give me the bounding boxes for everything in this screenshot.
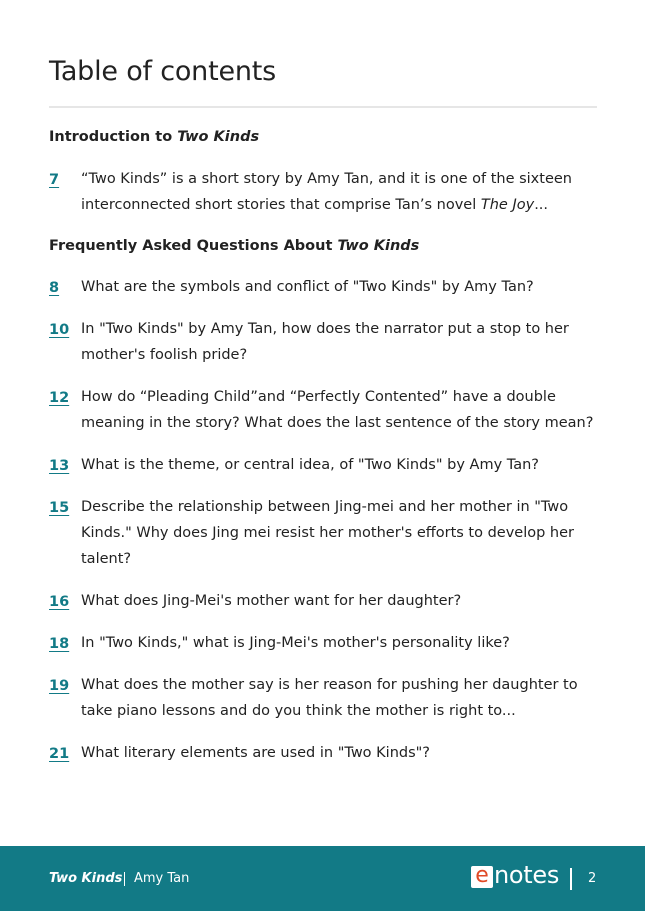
section-heading-prefix: Frequently Asked Questions About: [49, 238, 338, 254]
toc-entry-text: How do “Pleading Child”and “Perfectly Contented” have a double meaning in the story? What does the last sentence of the story mean?: [81, 389, 594, 431]
footer-book-title: Two Kinds: [49, 871, 123, 886]
toc-page-link[interactable]: 18: [49, 636, 70, 652]
toc-entry-text: What literary elements are used in "Two Kinds"?: [81, 745, 431, 761]
toc-entry[interactable]: [49, 172, 609, 218]
toc-entry-text-main: “Two Kinds” is a short story by Amy Tan, and it is one of the sixteen interconnected short stories that comprise Tan’s novel: [81, 171, 572, 213]
logo-e-icon: e: [471, 866, 493, 888]
section-heading-book: Two Kinds: [177, 129, 260, 145]
page-title: Table of contents: [49, 56, 277, 87]
toc-entry-text: Describe the relationship between Jing-mei and her mother in "Two Kinds." Why does Jing mei resist her mother's efforts to develop her talent?: [81, 499, 574, 567]
toc-entry-text: What is the theme, or central idea, of "Two Kinds" by Amy Tan?: [81, 457, 539, 473]
toc-entry-text: In "Two Kinds," what is Jing-Mei's mother's personality like?: [81, 635, 510, 651]
toc-entry-text: In "Two Kinds" by Amy Tan, how does the narrator put a stop to her mother's foolish pride?: [81, 321, 569, 363]
footer-author: Amy Tan: [134, 871, 190, 886]
toc-page-link[interactable]: 10: [49, 322, 70, 338]
logo-wordmark: notes: [494, 861, 560, 889]
toc-page-link[interactable]: 16: [49, 594, 70, 610]
toc-entry-text-italic: The Joy: [480, 197, 535, 213]
toc-page-link[interactable]: 19: [49, 678, 70, 694]
toc-entry-text: What does the mother say is her reason for pushing her daughter to take piano lessons and do you think the mother is right to...: [81, 677, 578, 719]
toc-entry[interactable]: [49, 678, 609, 724]
toc-page-link[interactable]: 15: [49, 500, 70, 516]
toc-entry-text: What does Jing-Mei's mother want for her daughter?: [81, 593, 462, 609]
toc-entry-text: [81, 166, 609, 218]
toc-entry[interactable]: [49, 594, 609, 614]
toc-entry[interactable]: [49, 322, 609, 368]
toc-page-link[interactable]: 21: [49, 746, 70, 762]
section-heading-book: Two Kinds: [337, 238, 420, 254]
toc-entry-text-ellipsis: ...: [534, 197, 549, 213]
toc-entry[interactable]: [49, 458, 609, 478]
toc-page-link[interactable]: 8: [49, 280, 60, 296]
toc-entry[interactable]: [49, 500, 609, 572]
footer-page-number: 2: [588, 871, 597, 886]
title-divider: [49, 106, 597, 108]
toc-entry[interactable]: [49, 280, 609, 300]
section-heading-introduction: [49, 129, 259, 145]
toc-page-link[interactable]: 7: [49, 172, 60, 188]
toc-entry[interactable]: [49, 636, 609, 656]
toc-entry-text: What are the symbols and conflict of "Two Kinds" by Amy Tan?: [81, 279, 534, 295]
toc-page-link[interactable]: 12: [49, 390, 70, 406]
toc-entry[interactable]: [49, 390, 609, 436]
page-footer: [0, 846, 645, 911]
section-heading-prefix: Introduction to: [49, 129, 178, 145]
footer-logo-divider: [570, 868, 572, 890]
toc-entry[interactable]: [49, 746, 609, 766]
toc-page-link[interactable]: 13: [49, 458, 70, 474]
footer-divider: [124, 872, 125, 886]
section-heading-faq: [49, 238, 419, 254]
